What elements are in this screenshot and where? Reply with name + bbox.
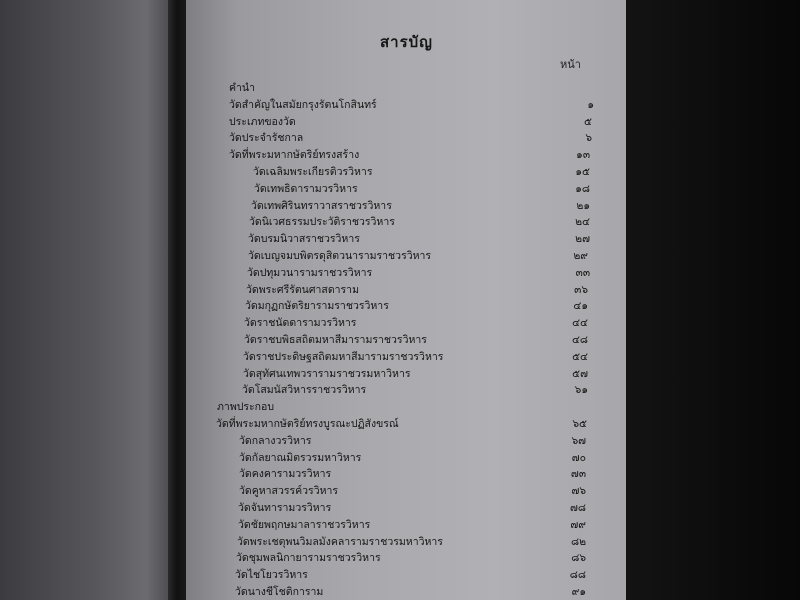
toc-entry-title: คำนำ: [229, 82, 255, 94]
toc-entry-title: วัดโสมนัสวิหารราชวรวิหาร: [242, 384, 367, 396]
toc-entry-title: วัดปทุมวนารามราชวรวิหาร: [247, 267, 373, 279]
toc-entry-title: วัดเทพธิดารามวรวิหาร: [254, 183, 358, 195]
toc-entry-title: วัดมกุฏกษัตริยารามราชวรวิหาร: [245, 300, 389, 312]
toc-entry-title: วัดกลางวรวิหาร: [239, 435, 312, 447]
toc-entry-title: วัดราชบพิธสถิตมหาสีมารามราชวรวิหาร: [244, 334, 427, 346]
toc-title: สารบัญ: [380, 33, 433, 51]
toc-entry-page-number: ๗๙: [570, 519, 586, 531]
toc-entry-title: วัดสำคัญในสมัยกรุงรัตนโกสินทร์: [229, 99, 377, 111]
toc-entry-title: วัดพระศรีรัตนศาสดาราม: [246, 284, 359, 296]
toc-entry-title: วัดเบญจมบพิตรดุสิตวนารามราชวรวิหาร: [248, 250, 432, 262]
dark-background: [626, 0, 800, 600]
page-column-header: หน้า: [560, 58, 581, 71]
facing-left-page: [0, 0, 172, 600]
toc-entry-page-number: ๕๔: [572, 351, 588, 363]
toc-entry-title: วัดไชโยวรวิหาร: [235, 569, 308, 581]
toc-entry-title: วัดพระเชตุพนวิมลมังคลารามราชวรมหาวิหาร: [237, 536, 443, 548]
toc-entry-page-number: ๔๔: [572, 317, 588, 329]
toc-entry-page-number: ๘๒: [570, 536, 586, 548]
toc-entry-page-number: ๗๘: [570, 502, 586, 514]
toc-entry-page-number: ๒๙: [573, 250, 588, 262]
toc-entry-title: วัดชัยพฤกษมาลาราชวรวิหาร: [238, 519, 371, 531]
toc-entry-title: วัดราชประดิษฐสถิตมหาสีมารามราชวรวิหาร: [243, 351, 444, 363]
toc-entry-page-number: ๙๑: [571, 586, 586, 598]
toc-entry-title: ภาพประกอบ: [217, 401, 275, 413]
toc-entry-page-number: ๑๘: [575, 183, 590, 195]
toc-entry-title: วัดที่พระมหากษัตริย์ทรงสร้าง: [229, 149, 360, 161]
toc-entry-page-number: ๓๓: [575, 267, 590, 279]
toc-entry-page-number: ๖๑: [574, 384, 588, 396]
toc-entry-page-number: ๗๐: [571, 452, 586, 464]
toc-entry-page-number: ๕๗: [572, 368, 588, 380]
toc-entry-title: วัดสุทัศนเทพวรารามราชวรมหาวิหาร: [243, 368, 411, 380]
toc-entry-title: วัดคงคารามวรวิหาร: [239, 468, 332, 480]
toc-entry-title: วัดจันทารามวรวิหาร: [238, 502, 332, 514]
toc-entry-page-number: ๔๘: [571, 334, 588, 346]
toc-entry-page-number: ๑๕: [575, 166, 590, 178]
toc-entry-title: วัดประจำรัชกาล: [229, 132, 304, 144]
toc-entry-page-number: ๑๓: [576, 149, 590, 161]
toc-entry-title: วัดราชนัดดารามวรวิหาร: [244, 317, 357, 329]
toc-entry-page-number: ๑: [587, 99, 594, 111]
toc-entry-title: วัดที่พระมหากษัตริย์ทรงบูรณะปฏิสังขรณ์: [216, 418, 399, 430]
toc-entry-page-number: ๘๖: [571, 552, 586, 564]
toc-entry-title: วัดกัลยาณมิตรวรมหาวิหาร: [239, 452, 362, 464]
toc-entry-page-number: ๒๗: [575, 233, 590, 245]
toc-entry-title: วัดนิเวศธรรมประวัติราชวรวิหาร: [249, 216, 395, 228]
toc-entry-title: วัดนางชีโชติการาม: [235, 586, 324, 598]
toc-entry-page-number: ๒๑: [576, 200, 590, 212]
toc-entry-page-number: ๕: [584, 116, 592, 128]
toc-entry-title: วัดคูหาสวรรค์วรวิหาร: [239, 485, 339, 497]
toc-entry-page-number: ๖๕: [572, 418, 587, 430]
toc-entry-page-number: ๖: [585, 132, 592, 144]
toc-entry-page-number: ๒๔: [575, 216, 590, 228]
toc-entry-page-number: ๗๓: [570, 468, 586, 480]
toc-entry-title: ประเภทของวัด: [229, 116, 296, 128]
toc-entry-title: วัดบรมนิวาสราชวรวิหาร: [248, 233, 360, 245]
toc-entry-page-number: ๓๖: [574, 284, 588, 296]
toc-entry-title: วัดเทพศิรินทราวาสราชวรวิหาร: [251, 200, 392, 212]
toc-entry-page-number: ๔๑: [573, 300, 588, 312]
toc-entry-title: วัดเฉลิมพระเกียรติวรวิหาร: [253, 166, 373, 178]
toc-entry-title: วัดชุมพลนิกายารามราชวรวิหาร: [236, 552, 381, 564]
toc-entry-page-number: ๖๗: [571, 435, 586, 447]
toc-entry-page-number: ๗๖: [571, 485, 586, 497]
toc-entry-page-number: ๘๘: [569, 569, 586, 581]
